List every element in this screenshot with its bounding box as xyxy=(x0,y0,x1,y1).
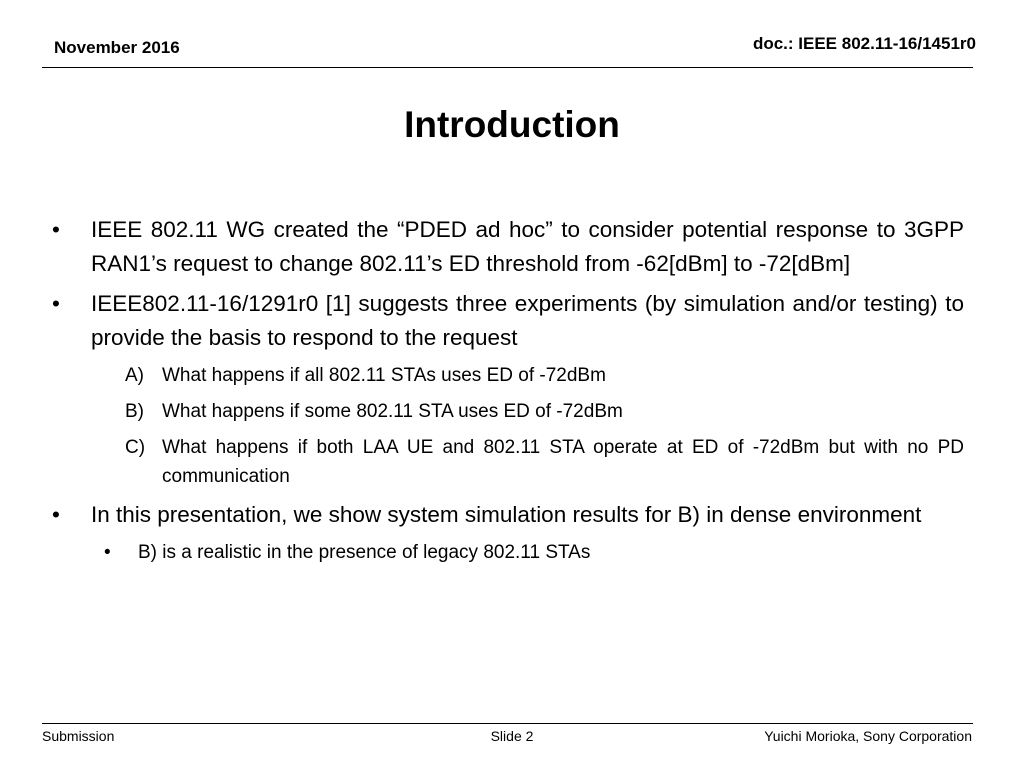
sub-item xyxy=(52,361,964,390)
bullet-item xyxy=(52,498,964,532)
bullet-icon: • xyxy=(52,502,60,527)
slide-body xyxy=(52,213,964,567)
bullet-text: In this presentation, we show system simulation results for B) in dense environment xyxy=(91,502,922,527)
sub-item-text: What happens if all 802.11 STAs uses ED of -72dBm xyxy=(162,365,606,386)
sub-item-text: What happens if some 802.11 STA uses ED of -72dBm xyxy=(162,401,623,422)
footer-submission: Submission xyxy=(42,728,115,744)
sub-item-marker: B) xyxy=(125,401,144,422)
header-date: November 2016 xyxy=(54,38,180,57)
sub-item xyxy=(52,433,964,491)
header-doc-id: doc.: IEEE 802.11-16/1451r0 xyxy=(752,34,976,53)
footer-author: Yuichi Morioka, Sony Corporation xyxy=(764,728,972,744)
sub-bullet-item xyxy=(52,538,964,567)
bullet-text: IEEE 802.11 WG created the “PDED ad hoc” to consider potential response to 3GPP RAN1’s request to change 802.11’s ED threshold from -62[dBm] to -72[dBm] xyxy=(91,217,964,276)
bullet-icon: • xyxy=(52,291,60,316)
footer-divider xyxy=(42,723,973,724)
sub-item-text: What happens if both LAA UE and 802.11 STA operate at ED of -72dBm but with no PD communication xyxy=(162,437,964,487)
bullet-item xyxy=(52,213,964,281)
sub-bullet-icon: • xyxy=(104,542,111,563)
bullet-icon: • xyxy=(52,217,60,242)
slide-title: Introduction xyxy=(404,104,620,145)
sub-item-marker: A) xyxy=(125,365,144,386)
footer-slide-number: Slide 2 xyxy=(490,728,534,744)
sub-item xyxy=(52,397,964,426)
bullet-item xyxy=(52,287,964,355)
sub-item-marker: C) xyxy=(125,437,146,458)
header-divider xyxy=(42,67,973,68)
bullet-text: IEEE802.11-16/1291r0 [1] suggests three experiments (by simulation and/or testing) to provide the basis to respond to the request xyxy=(91,291,964,350)
sub-bullet-text: B) is a realistic in the presence of legacy 802.11 STAs xyxy=(138,542,591,563)
